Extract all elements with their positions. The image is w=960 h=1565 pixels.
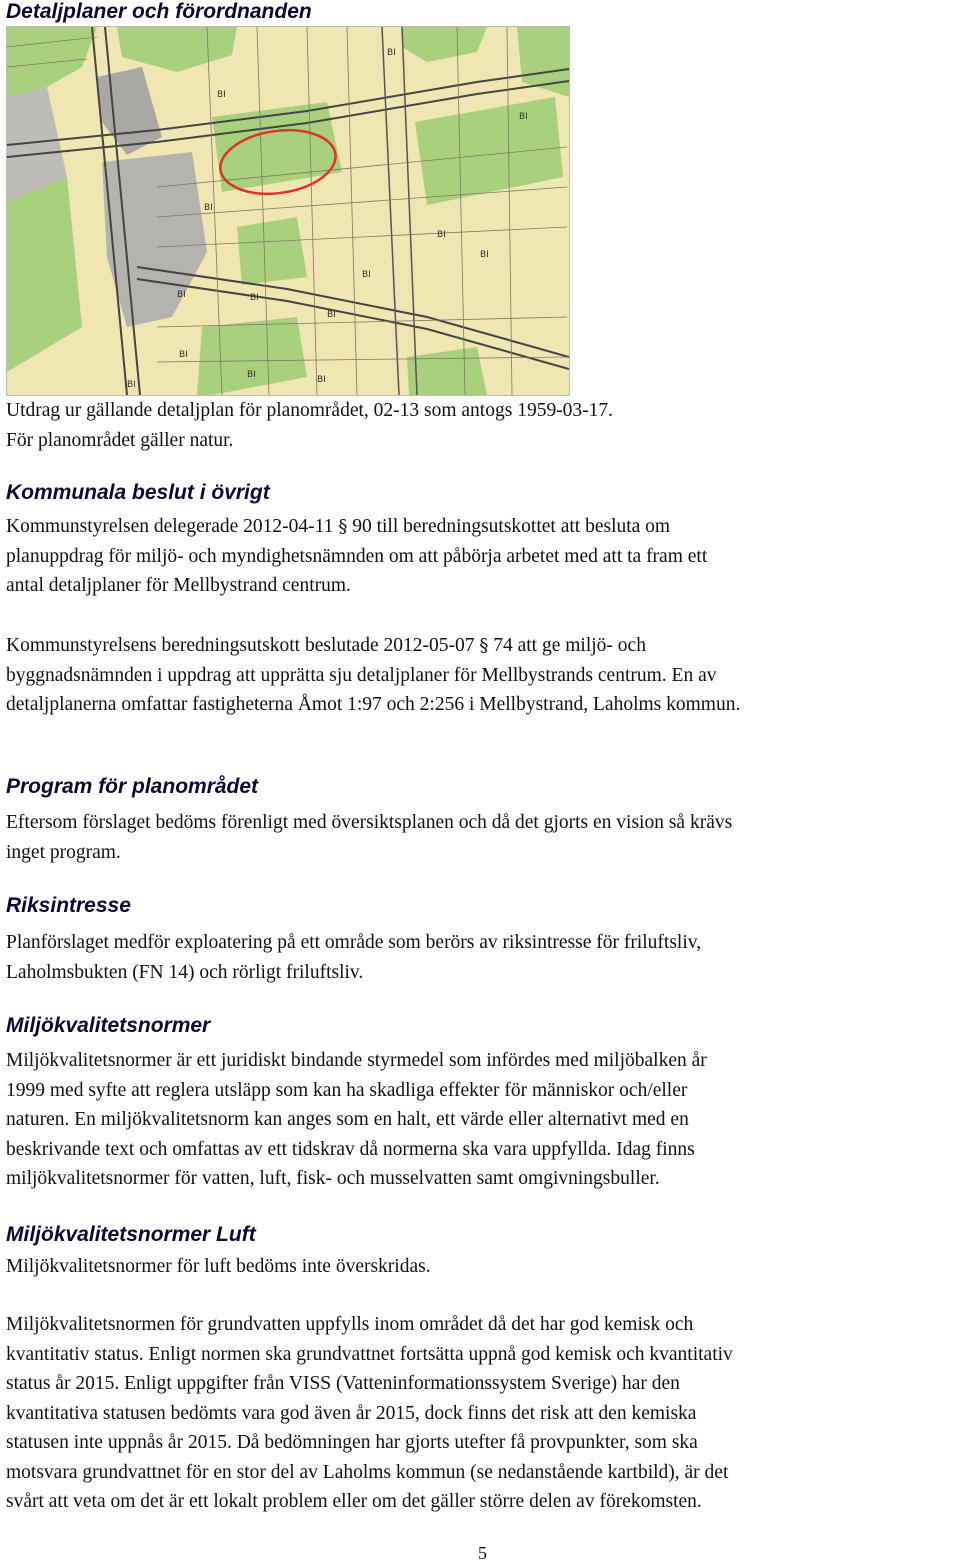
text-line: 1999 med syfte att reglera utsläpp som kan ha skadliga effekter för människor och/eller [6,1079,688,1101]
text-line: byggnadsnämnden i uppdrag att upprätta sju detaljplaner för Mellbystrands centrum. En av [6,664,717,686]
svg-text:BI: BI [127,380,136,390]
text-line: beskrivande text och omfattas av ett tidskrav då normerna ska vara uppfyllda. Idag finns [6,1138,695,1160]
svg-text:BI: BI [179,350,188,360]
svg-text:BI: BI [204,203,213,213]
text-line: naturen. En miljökvalitetsnorm kan anges som en halt, ett värde eller alternativt med en [6,1109,689,1130]
svg-text:BI: BI [362,270,371,280]
page-number: 5 [478,1543,487,1563]
svg-text:BI: BI [250,293,259,303]
text-line: svårt att veta om det är ett lokalt problem eller om det gäller större delen av förekomsten. [6,1491,702,1512]
text-line: Eftersom förslaget bedöms förenligt med översiktsplanen och då det gjorts en vision så krävs [6,812,733,833]
svg-text:BI: BI [480,250,489,260]
paragraph [6,808,956,867]
text-line: detaljplanerna omfattar fastigheterna Åmot 1:97 och 2:256 i Mellbystrand, Laholms kommun. [6,694,741,715]
text-line: kvantitativ status. Enligt normen ska grundvattnet fortsätta uppnå god kemisk och kvantitativ [6,1343,733,1365]
svg-text:BI: BI [317,375,326,385]
map-caption [6,396,956,455]
svg-text:BI: BI [177,290,186,300]
detail-plan-map [6,26,570,396]
svg-text:BI: BI [327,310,336,320]
section-sign: § [338,516,348,537]
text-line: Kommunstyrelsens beredningsutskott beslutade 2012-05-07 § 74 att ge miljö- och [6,635,646,656]
paragraph [6,1310,956,1517]
paragraph [6,1046,956,1194]
paragraph [6,928,956,987]
section-heading-kommunala-beslut: Kommunala beslut i övrigt [6,481,270,504]
text-line: miljökvalitetsnormer för vatten, luft, fisk- och musselvatten samt omgivningsbuller. [6,1168,660,1189]
text-line: Laholmsbukten (FN 14) och rörligt friluftsliv. [6,961,364,983]
text-line: statusen inte uppnås år 2015. Då bedömningen har gjorts utefter få provpunkter, som ska [6,1432,698,1453]
svg-text:BI: BI [387,48,396,58]
text-line: kvantitativa statusen bedömts vara god även år 2015, dock finns det risk att den kemiska [6,1402,697,1424]
section-heading-miljokvalitetsnormer: Miljökvalitetsnormer [6,1014,211,1037]
text-line: Planförslaget medför exploatering på ett område som berörs av riksintresse för friluftsliv, [6,932,702,953]
page-title: Detaljplaner och förordnanden [6,0,312,23]
caption-line: Utdrag ur gällande detaljplan för planområdet, 02-13 som antogs 1959-03-17. [6,400,614,421]
text-line: Miljökvalitetsnormer för luft bedöms inte överskridas. [6,1256,431,1277]
section-heading-miljokvalitetsnormer-luft: Miljökvalitetsnormer Luft [6,1223,256,1246]
svg-text:BI: BI [519,112,528,122]
text-line: inget program. [6,841,121,863]
text-line: Miljökvalitetsnormer är ett juridiskt bindande styrmedel som infördes med miljöbalken år [6,1050,707,1071]
paragraph [6,631,956,720]
text-line: status år 2015. Enligt uppgifter från VISS (Vatteninformationssystem Sverige) har den [6,1373,680,1394]
paragraph [6,512,956,601]
svg-text:BI: BI [247,370,256,380]
text-line: Kommunstyrelsen delegerade 2012-04-11 § 90 till beredningsutskottet att besluta om [6,516,671,537]
paragraph [6,1252,956,1282]
svg-text:BI: BI [217,90,226,100]
caption-line: För planområdet gäller natur. [6,429,234,451]
section-sign: § [479,635,489,656]
text-line: antal detaljplaner för Mellbystrand centrum. [6,575,351,596]
text-line: motsvara grundvattnet för en stor del av Laholms kommun (se nedanstående kartbild), är det [6,1461,729,1483]
section-heading-riksintresse: Riksintresse [6,894,131,917]
section-heading-program: Program för planområdet [6,775,259,798]
text-line: planuppdrag för miljö- och myndighetsnämnden om att påbörja arbetet med att ta fram ett [6,545,708,567]
svg-text:BI: BI [437,230,446,240]
text-line: Miljökvalitetsnormen för grundvatten uppfylls inom området då det har god kemisk och [6,1314,694,1335]
